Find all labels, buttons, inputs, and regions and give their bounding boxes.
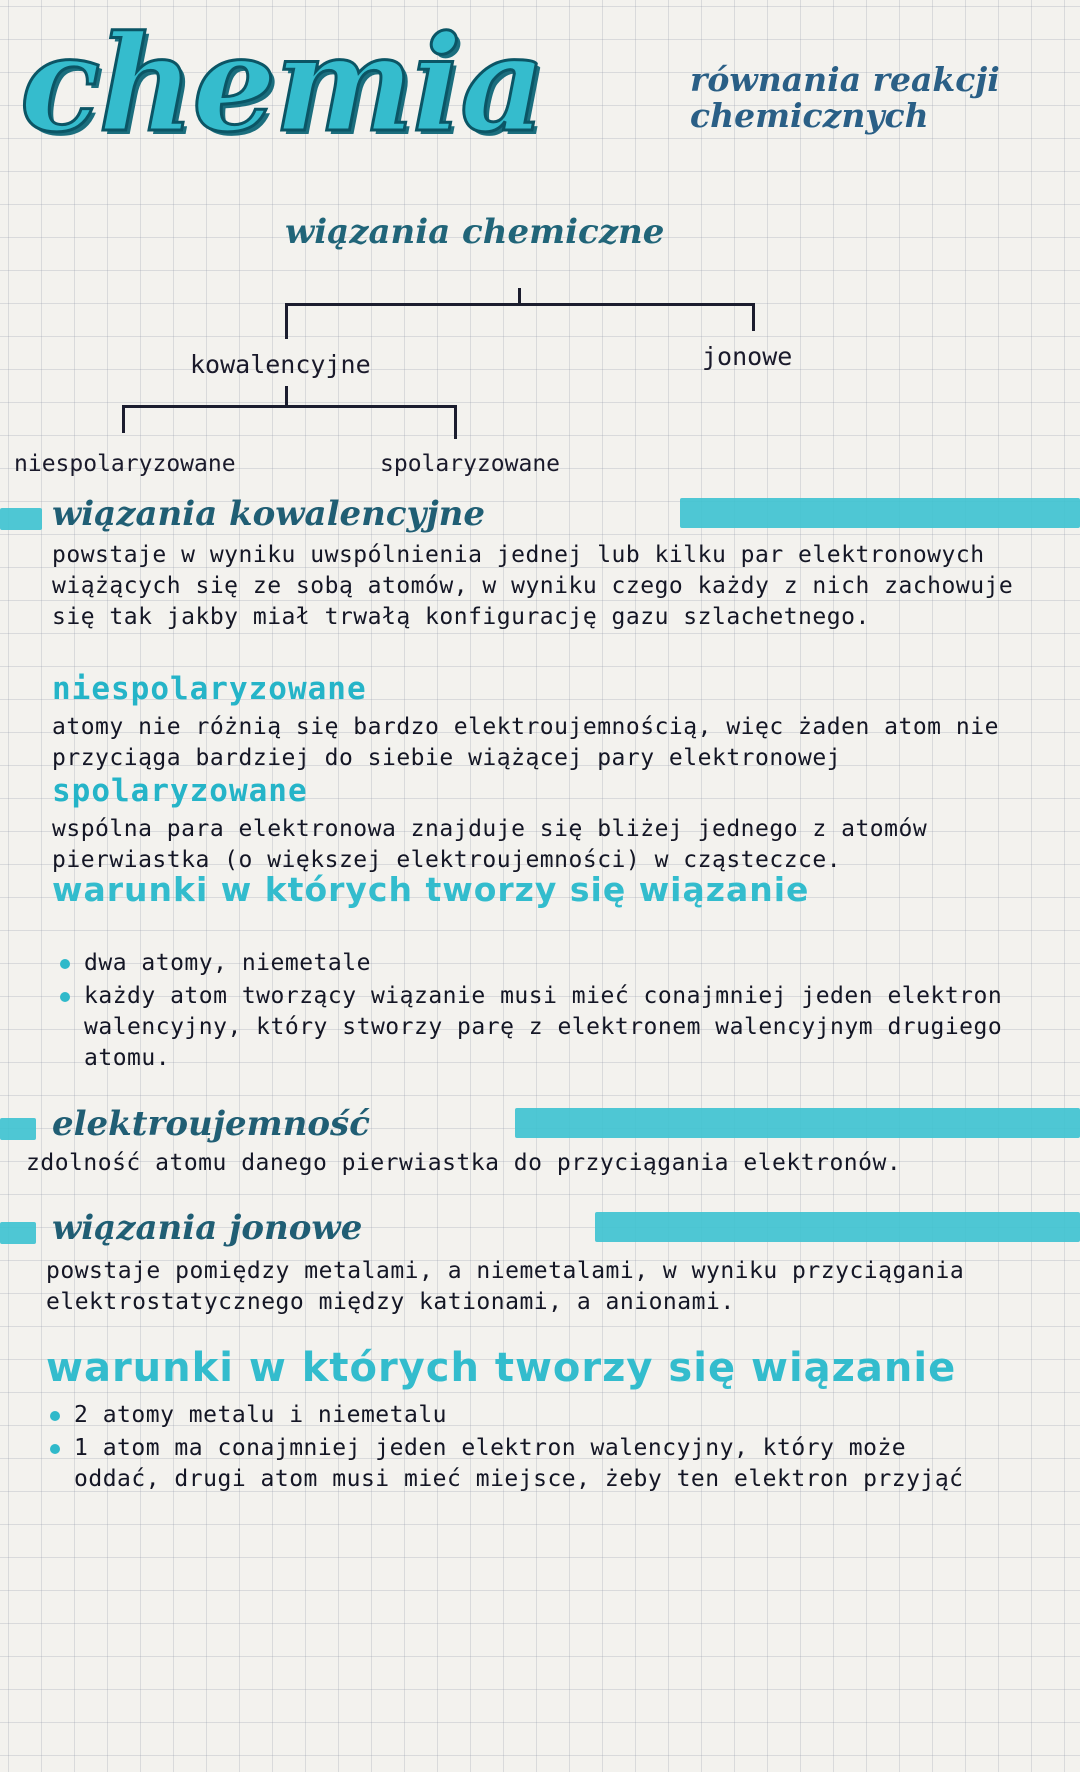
section-heading-electronegativity: elektroujemność [52, 1104, 370, 1144]
section-text-ionic: powstaje pomiędzy metalami, a niemetalami, w wyniku przyciągania elektrostatycznego między kationami, a anionami. [46, 1258, 965, 1315]
tree-node-niespolaryzowane: niespolaryzowane [14, 451, 236, 477]
tree-node-spolaryzowane: spolaryzowane [380, 451, 561, 477]
highlight-bar-right [515, 1108, 1080, 1138]
subheading-polar: spolaryzowane [52, 773, 308, 809]
highlight-bar-left [0, 1222, 36, 1244]
page-title: chemia [20, 7, 544, 162]
tree-left-left-drop [122, 405, 125, 433]
highlight-bar-right [680, 498, 1080, 528]
tree-branch-left-drop [285, 303, 288, 339]
tree-node-kowalencyjne: kowalencyjne [190, 350, 371, 379]
tree-left-branch [122, 405, 457, 408]
tree-branch-right-drop [752, 303, 755, 331]
section-text-covalent: powstaje w wyniku uwspólnienia jednej lub kilku par elektronowych wiążących się ze sobą atomów, w wyniku czego każdy z nich zachowuje się tak jakby miał trwałą konfigurację gazu szlachetnego. [52, 542, 1014, 630]
covalent-conditions-list [56, 948, 1036, 1076]
list-item: dwa atomy, niemetale [56, 948, 1036, 979]
page-subtitle: równania reakcji chemicznych [690, 60, 1000, 135]
subheading-nonpolar: niespolaryzowane [52, 671, 367, 707]
text-polar: wspólna para elektronowa znajduje się bliżej jednego z atomów pierwiastka (o większej elektroujemności) w cząsteczce. [52, 816, 928, 873]
tree-top-branch [285, 303, 755, 306]
highlight-bar-left [0, 508, 42, 530]
tree-node-jonowe: jonowe [702, 342, 793, 371]
text-nonpolar: atomy nie różnią się bardzo elektroujemnością, więc żaden atom nie przyciąga bardziej do siebie wiążącej pary elektronowej [52, 714, 999, 771]
tree-left-right-drop [454, 405, 457, 439]
tree-root-label: wiązania chemiczne [285, 212, 665, 252]
ionic-conditions-list [46, 1400, 1006, 1497]
subheading-ionic-conditions: warunki w których tworzy się wiązanie [46, 1345, 957, 1391]
section-heading-ionic: wiązania jonowe [52, 1208, 363, 1248]
list-item: 2 atomy metalu i niemetalu [46, 1400, 1006, 1431]
highlight-bar-left [0, 1118, 36, 1140]
highlight-bar-right [595, 1212, 1080, 1242]
list-item: każdy atom tworzący wiązanie musi mieć conajmniej jeden elektron walencyjny, który stworzy parę z elektronem walencyjnym drugiego atomu. [56, 981, 1036, 1074]
section-heading-covalent: wiązania kowalencyjne [52, 494, 485, 534]
section-text-electronegativity: zdolność atomu danego pierwiastka do przyciągania elektronów. [26, 1150, 902, 1176]
list-item: 1 atom ma conajmniej jeden elektron walencyjny, który może oddać, drugi atom musi mieć miejsce, żeby ten elektron przyjąć [46, 1433, 1006, 1495]
subheading-covalent-conditions: warunki w których tworzy się wiązanie [52, 870, 810, 909]
